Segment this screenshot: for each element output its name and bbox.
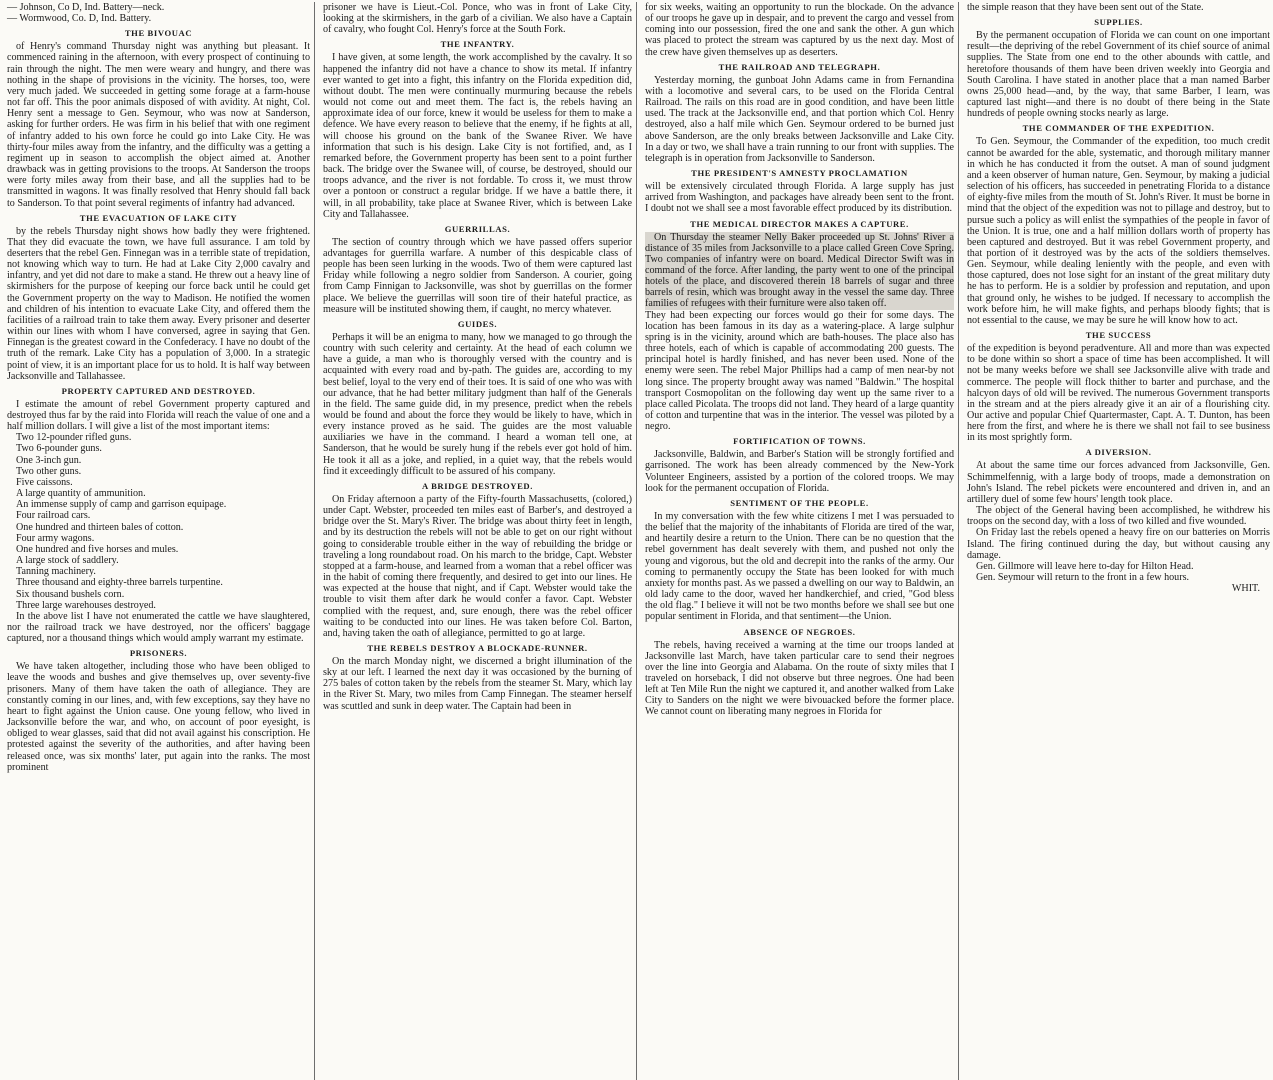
article-paragraph: At about the same time our forces advanced from Jacksonville, Gen. Schimmelfennig, with a large body of troops, made a demonstration on John's Island. The rebel pickets were encountered and driven in, and an artillery duel of some few hours' length took place.	[967, 460, 1270, 505]
section-heading: A BRIDGE DESTROYED.	[422, 480, 533, 491]
captured-items-list	[7, 432, 310, 611]
section-heading: THE EVACUATION OF LAKE CITY	[79, 212, 238, 223]
list-item: Tanning machinery.	[16, 566, 96, 578]
list-item: Four army wagons.	[16, 532, 95, 544]
list-item: Six thousand bushels corn.	[16, 588, 125, 600]
article-paragraph: They had been expecting our forces would go their for some days. The location has been famous in its day as a watering-place. A large sulphur spring is in the vicinity, around which are bath-houses. The place also has three hotels, each of which is capable of accommodating 200 guests. The principal hotel is hardly finished, and has never been used. None of the enemy were seen. The rebel Major Phillips had a camp of men near-by not long since. The property brought away was named "Baldwin." The hospital transport Cosmopolitan on the following day went up the same river to a place called Picolata. The troops did not land. They heard of a large quantity of cotton and turpentine that was in the interior. The vessel was piloted by a negro.	[645, 309, 954, 433]
article-paragraph: On Thursday the steamer Nelly Baker proceeded up St. Johns' River a distance of 35 miles from Jacksonville to a place called Green Cove Spring. Two companies of infantry were on board. Medical Director Swift was in command of the force. After landing, the party went to one of the principal hotels of the place, and discovered therein 18 barrels of sugar and three barrels of resin, which was brought away in the vessel the same day. Three families of refugees with their furniture were also taken off.	[645, 231, 954, 310]
article-paragraph: prisoner we have is Lieut.-Col. Ponce, who was in front of Lake City, looking at the skirmishers, in the garb of a civilian. We also have a Captain of cavalry, who fought Col. Henry's force at the South Fork.	[323, 2, 632, 36]
article-paragraph: The object of the General having been accomplished, he withdrew his troops on the second day, with a loss of two killed and five wounded.	[967, 505, 1270, 528]
list-item: Five caissons.	[16, 476, 73, 488]
list-item: Two 6-pounder guns.	[16, 443, 102, 455]
article-paragraph: The rebels, having received a warning at the time our troops landed at Jacksonville last March, have taken particular care to send their negroes over the line into Georgia and Alabama. On the route of sixty miles that I traveled on horseback, I did not observe but three negroes. One had been left at Ten Mile Run the night we captured it, and another walked from Lake City to Sanders on the night we were bivouacked before the former place. We cannot count on liberating many negroes in Florida for	[645, 639, 954, 718]
article-paragraph: I have given, at some length, the work accomplished by the cavalry. It so happened the infantry did not have a chance to show its metal. If infantry ever wanted to get into a fight, this infantry on the Florida expedition did, without doubt. The men were continually murmuring because the rebels would not come out and meet them. The fact is, the rebels having an approximate idea of our force, knew it would be useless for them to make a defence. We have every reason to believe that the enemy, if he fights at all, will choose his ground on the bank of the Swanee River. We have information that such is his design. Lake City is not fortified, and, as I remarked before, the Government property has been sent to a point further back. The bridge over the Swanee will, of course, be destroyed, should our troops advance, and the river is not fordable. To cross it, we must throw over a pontoon or construct a regular bridge. If we have a battle there, it will, in all probability, take place at Swanee River, which is between Lake City and Tallahassee.	[323, 52, 632, 220]
author-signature: WHIT.	[1231, 583, 1260, 595]
article-paragraph: Perhaps it will be an enigma to many, how we managed to go through the country with such celerity and certainty. At the head of each column we have a guide, a man who is thoroughly versed with the country and is acquainted with every road and by-path. The guides are, according to my best belief, loyal to the very end of their toes. It is said of one who was with our advance, that he had better military judgment than half of the Generals in the field. The same guide did, in my presence, predict when the rebels would be found and about the force they would be likely to have, which in every instance proved as he said. The guides are the most valuable auxiliaries we have in the command. I heard a woman tell one, at Sanderson, that he would be surely hung if the rebels ever got hold of him. He took it all as a joke, and replied, in a quiet way, that the rebels would find it exceedingly difficult to be assured of his company.	[323, 331, 632, 477]
list-item: Three thousand and eighty-three barrels turpentine.	[16, 577, 223, 589]
list-item: Two other guns.	[16, 465, 82, 477]
section-heading: SENTIMENT OF THE PEOPLE.	[730, 497, 869, 508]
article-paragraph: for six weeks, waiting an opportunity to run the blockade. On the advance of our troops he gave up in despair, and to prevent the cargo and vessel from coming into our possession, fired the one and sank the other. A gun which was placed to protect the stream was captured by us the next day. Most of the crew have given themselves up as deserters.	[645, 2, 954, 58]
article-paragraph: By the permanent occupation of Florida we can count on one important result—the depriving of the rebel Government of its chief source of animal supplies. The State from one end to the other abounds with cattle, and heretofore thousands of them have been driven weekly into Georgia and South Carolina. I have stated in another place that a man named Barber owns 25,000 head—and, by the way, that same Barber, I learn, was captured last night—and there is no doubt of there being in the State hundreds of people owning stocks nearly as large.	[967, 30, 1270, 120]
section-heading: ABSENCE OF NEGROES.	[743, 626, 856, 637]
column-2	[319, 2, 637, 1080]
list-item: An immense supply of camp and garrison equipage.	[16, 499, 227, 511]
column-1	[3, 2, 315, 1080]
article-paragraph: Jacksonville, Baldwin, and Barber's Station will be strongly fortified and garrisoned. The work has been already commenced by the New-York Volunteer Engineers, assisted by a portion of the colored troops. We may look for the permanent occupation of Florida.	[645, 449, 954, 494]
list-item: A large quantity of ammunition.	[16, 488, 146, 500]
section-heading: PRISONERS.	[129, 648, 188, 659]
section-heading: THE RAILROAD AND TELEGRAPH.	[718, 61, 881, 72]
column-4	[963, 2, 1273, 1080]
list-item: One 3-inch gun.	[16, 454, 82, 466]
section-heading: GUIDES.	[457, 318, 498, 329]
list-item: One hundred and thirteen bales of cotton.	[16, 521, 184, 533]
casualty-line: — Wormwood, Co. D, Ind. Battery.	[7, 13, 152, 25]
article-paragraph: We have taken altogether, including those who have been obliged to leave the woods and bushes and give themselves up, over seventy-five prisoners. Many of them have taken the oath of allegiance. They are constantly coming in our lines, and, with few exceptions, say they have no heart to fight against the Union cause. One young fellow, who lived in Jacksonville before the war, and who, on account of poor eyesight, is obliged to wear glasses, said that did not avail against his conscription. He protested against the severity of the authorities, and after having been released once, was six months' later, put again into the ranks. The most prominent	[7, 661, 310, 773]
article-paragraph: the simple reason that they have been sent out of the State.	[967, 2, 1204, 13]
article-paragraph: of the expedition is beyond peradventure. All and more than was expected to be done within so short a space of time has been accomplished. It will not be many weeks before we shall see Jacksonville alive with trade and commerce. The people will flock thither to barter and purchase, and the halcyon days of old will be revived. The numerous Government transports in the stream and at the piers already give it an air of a flourishing city. Our active and popular Chief Quartermaster, Capt. A. T. Dunton, has been here from the first, and where he is there we shall not fail to see business in its most sprightly form.	[967, 343, 1270, 444]
section-heading: THE BIVOUAC	[124, 28, 193, 39]
article-paragraph: On the march Monday night, we discerned a bright illumination of the sky at our left. I learned the next day it was occasioned by the burning of 275 bales of cotton taken by the rebels from the steamer St. Mary, which lay in the River St. Mary, two miles from Camp Finnegan. The steamer herself was scuttled and sunk in deep water. The Captain had been in	[323, 655, 632, 712]
article-paragraph: will be extensively circulated through Florida. A large supply has just arrived from Washington, and packages have already been sent to the front. I doubt not we shall see a most favorable effect produced by its distribution.	[645, 181, 954, 215]
article-paragraph: The section of country through which we have passed offers superior advantages for guerrilla warfare. A number of this despicable class of people has been seen lurking in the woods. Two of them were captured last Friday while following a negro soldier from Sanderson. A courier, going from Camp Finnigan to Jacksonville, was shot by guerrillas on the former place. We believe the guerrillas will soon tire of their hateful practice, as measure will be instituted showing them, if caught, no mercy whatever.	[323, 236, 632, 315]
section-heading: PROPERTY CAPTURED AND DESTROYED.	[61, 385, 256, 396]
article-paragraph: On Friday afternoon a party of the Fifty-fourth Massachusetts, (colored,) under Capt. Webster, proceeded ten miles east of Barber's, and destroyed a bridge over the St. Mary's River. The bridge was about thirty feet in length, and by its destruction the rebels will not be able to get on our right without going to considerable trouble either in the way of rebuilding the bridge or traveling a long roundabout road. On his march to the bridge, Capt. Webster stopped at a farm-house, and learned from a woman that a rebel officer was in the habit of coming there frequently, and desired to get into our lines. He was expected at the house that night, and if Capt. Webster would take the trouble to visit them after dark he would confer a favor. Capt. Webster complied with the request, and, sure enough, there was the rebel officer waiting to be conducted into our lines. He was taken before Col. Barton, and, having taken the oath of allegiance, permitted to go at large.	[323, 493, 632, 639]
list-item: One hundred and five horses and mules.	[16, 543, 179, 555]
list-item: Two 12-pounder rifled guns.	[16, 432, 132, 444]
list-item: A large stock of saddlery.	[16, 555, 119, 567]
section-heading: GUERRILLAS.	[444, 223, 511, 234]
article-paragraph: of Henry's command Thursday night was anything but pleasant. It commenced raining in the afternoon, with every prospect of continuing to rain through the night. The men were weary and hungry, and there was nothing in the shape of provisions in the vicinity. The horses, too, were very much jaded. We succeeded in getting some forage at a farm-house not far off. This the poor animals disposed of with avidity. At night, Col. Henry sent a message to Gen. Seymour, who was now at Sanderson, asking for further orders. He was firm in his belief that with one regiment of infantry added to his own force he could go into Lake City. He was thirty-four miles away from the infantry, and the difficulty was a getting a regiment up in season to accomplish the object aimed at. Another drawback was in getting provisions to the troops. At Sanderson the troops were forty miles away from their base, and all the supplies had to be transmitted in wagons. It was finally resolved that Henry should fall back to Sanderson. To that point several regiments of infantry had advanced.	[7, 41, 310, 209]
article-paragraph: On Friday last the rebels opened a heavy fire on our batteries on Morris Island. The firing continued during the day, but without causing any damage.	[967, 527, 1270, 561]
section-heading: THE MEDICAL DIRECTOR MAKES A CAPTURE.	[690, 218, 909, 229]
casualty-line: — Johnson, Co D, Ind. Battery—neck.	[7, 2, 165, 13]
section-heading: A DIVERSION.	[1085, 447, 1152, 458]
column-3	[641, 2, 959, 1080]
article-paragraph: Gen. Gillmore will leave here to-day for Hilton Head.	[976, 560, 1194, 572]
article-paragraph: Yesterday morning, the gunboat John Adams came in from Fernandina with a locomotive and several cars, to be used on the Florida Central Railroad. The rails on this road are in good condition, and have been little used. The track at the Jacksonville end, and that portion which Col. Henry destroyed, also a half mile which Gen. Seymour ordered to be burned just above Sanderson, are the only breaks between Jacksonville and Lake City. In a day or two, we shall have a train running to our front with supplies. The telegraph is in operation from Jacksonville to Sanderson.	[645, 74, 954, 164]
list-item: Three large warehouses destroyed.	[16, 599, 156, 611]
section-heading: THE SUCCESS	[1085, 330, 1152, 341]
section-heading: SUPPLIES.	[1094, 17, 1143, 28]
article-paragraph: In the above list I have not enumerated the cattle we have slaughtered, nor the railroad track we have destroyed, nor the officers' baggage captured, nor a thousand things which would amply warrant my estimate.	[7, 610, 310, 645]
section-heading: THE INFANTRY.	[440, 39, 515, 50]
article-paragraph: by the rebels Thursday night shows how badly they were frightened. That they did evacuate the town, we have full assurance. I am told by deserters that the rebel Gen. Finnegan was in a terrible state of trepidation, not knowing which way to turn. He had at Lake City 2,000 cavalry and infantry, and yet did not dare to make a stand. He threw out a heavy line of skirmishers for the purpose of keeping our force back until he could get the Government property on the way to Madison. He notified the women and children of his intention to evacuate Lake City, and offered them the facilities of a railroad train to take them away. Every prisoner and deserter within our lines with whom I have conversed, agree in saying that Gen. Finnegan is the greatest coward in the Confederacy. I have no doubt of the truth of the remark. Lake City has a population of 3,000. In a strategic point of view, it is an important place for us to hold. It is half way between Jacksonville and Tallahassee.	[7, 225, 310, 382]
section-heading: THE COMMANDER OF THE EXPEDITION.	[1022, 123, 1215, 134]
article-paragraph: Gen. Seymour will return to the front in a few hours.	[976, 572, 1190, 584]
list-item: Four railroad cars.	[16, 510, 91, 522]
article-paragraph: In my conversation with the few white citizens I met I was persuaded to the belief that the majority of the inhabitants of Florida are tired of the war, and heartily desire a return to the Union. There can be no question that the rebel government has dealt severely with them, and pushed not only the young and vigorous, but the old and decrepit into the ranks of the army. Our coming to permanently occupy the State has been looked for with much anxiety for months past. As we passed a dwelling on our way to Baldwin, an old lady came to the door, waved her handkerchief, and cried, "God bless the old flag." I believe it will not be two months before we shall see but one popular sentiment in Florida, and that sentiment—the Union.	[645, 510, 954, 623]
section-heading: FORTIFICATION OF TOWNS.	[733, 436, 866, 447]
section-heading: THE REBELS DESTROY A BLOCKADE-RUNNER.	[367, 642, 588, 653]
article-paragraph: To Gen. Seymour, the Commander of the expedition, too much credit cannot be awarded for the able, systematic, and thorough military manner in which he has conducted it from the outset. A man of sound judgment and a keen observer of human nature, Gen. Seymour, by making a judicial selection of his officers, has succeeded in penetrating Florida to a distance of eighty-five miles from the mouth of St. John's River. It must be borne in mind that the object of the expedition was not to pillage and destroy, but to pursue such a policy as will enlist the sympathies of the people in favor of the Union. It is true, one and a half million dollars worth of property has been captured and destroyed. But it was rebel Government property, and that portion of it destroyed was by the acts of the soldiers themselves. Gen. Seymour, while dealing leniently with the people, and even with those captured, does not lose sight for an instant of the great military duty he has to perform. He is a soldier by profession and reputation, and upon that ground only, he wishes to be judged. If necessary to accomplish the work before him, he will make fights, and perhaps bloody fights; that is not essential to the cause, we may be sure he will know how to act.	[967, 136, 1270, 326]
article-paragraph: I estimate the amount of rebel Government property captured and destroyed thus far by the raid into Florida will reach the value of one and a half million dollars. I will give a list of the most important items:	[7, 398, 310, 433]
section-heading: THE PRESIDENT'S AMNESTY PROCLAMATION	[691, 168, 908, 179]
